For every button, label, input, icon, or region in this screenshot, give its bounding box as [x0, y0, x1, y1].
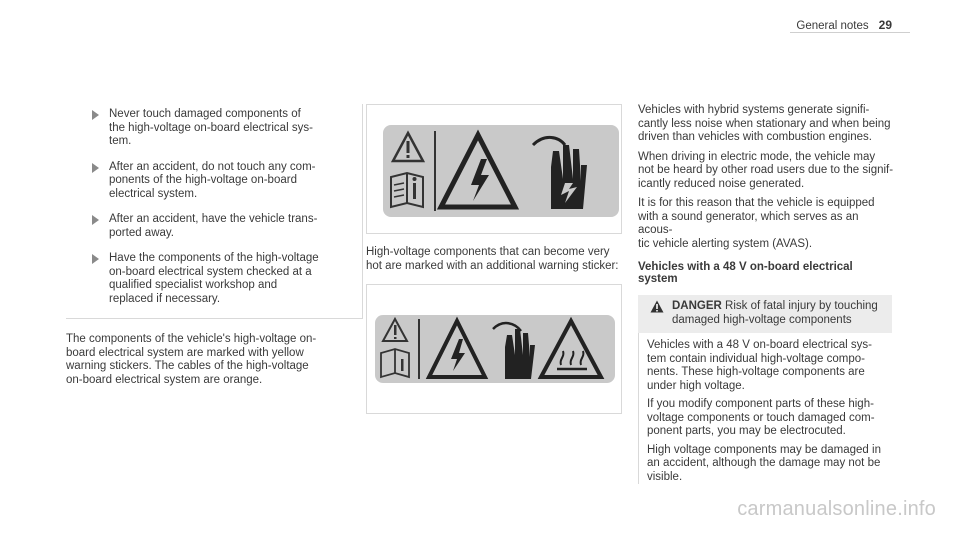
watermark: carmanualsonline.info — [737, 498, 936, 520]
section-subheading: Vehicles with a 48 V on-board electrical system — [638, 261, 853, 285]
arrow-bullet-icon — [92, 110, 99, 120]
danger-header — [638, 295, 892, 333]
body-paragraph: Vehicles with hybrid systems generate signifi- cantly less noise when stationary and when being driven than vehicles with combustion engines. — [638, 104, 891, 143]
figure-caption: High-voltage components that can become very hot are marked with an additional warning sticker: — [366, 246, 619, 272]
arrow-bullet-icon — [92, 163, 99, 173]
danger-paragraph: Vehicles with a 48 V on-board electrical sys- tem contain individual high-voltage compo- nents. These high-voltage components are under high voltage. — [647, 339, 872, 392]
warning-triangle-icon — [650, 300, 664, 313]
danger-notice — [638, 295, 892, 484]
body-paragraph: The components of the vehicle's high-voltage on- board electrical system are marked with yellow warning stickers. The cables of the high-voltage on-board electrical system are orange. — [66, 333, 317, 386]
danger-body — [638, 333, 892, 484]
hot-warning-sticker-figure — [366, 284, 622, 414]
left-column — [66, 104, 352, 387]
list-item — [84, 252, 348, 306]
list-item-text: Have the components of the high-voltage on-board electrical system checked at a qualified specialist workshop and replaced if necessary. — [109, 252, 319, 305]
header-rule — [790, 32, 910, 33]
list-item — [84, 213, 348, 240]
danger-text: Risk of fatal injury by touching damaged high-voltage components — [672, 300, 878, 326]
list-item-text: After an accident, have the vehicle trans- ported away. — [109, 213, 318, 239]
hot-warning-sticker — [375, 315, 615, 383]
arrow-bullet-icon — [92, 215, 99, 225]
list-item — [84, 161, 348, 202]
section-title: General notes — [796, 20, 869, 32]
middle-column — [366, 104, 622, 414]
high-voltage-sticker-icon — [383, 125, 619, 217]
danger-label: DANGER — [672, 300, 722, 312]
body-paragraph: It is for this reason that the vehicle is equipped with a sound generator, which serves as an acous- tic vehicle alerting system (AVAS). — [638, 197, 875, 250]
list-item-text: After an accident, do not touch any com- ponents of the high-voltage on-board electrical system. — [109, 160, 316, 200]
list-item-text: Never touch damaged components of the high-voltage on-board electrical sys- tem. — [109, 108, 313, 147]
danger-paragraph: High voltage components may be damaged in an accident, although the damage may not be visible. — [647, 443, 881, 483]
body-paragraph: When driving in electric mode, the vehicle may not be heard by other road users due to the signif- icantly reduced noise generated. — [638, 150, 894, 190]
page-header — [796, 18, 892, 32]
page-number: 29 — [878, 18, 892, 32]
list-item — [84, 108, 348, 149]
hot-surface-sticker-icon — [375, 315, 615, 383]
danger-paragraph: If you modify component parts of these high- voltage components or touch damaged com- ponent parts, you may be electrocuted. — [647, 398, 875, 437]
arrow-bullet-icon — [92, 254, 99, 264]
warning-sticker — [383, 125, 619, 217]
bullet-list — [66, 104, 363, 319]
warning-sticker-figure — [366, 104, 622, 234]
right-column — [638, 104, 894, 489]
